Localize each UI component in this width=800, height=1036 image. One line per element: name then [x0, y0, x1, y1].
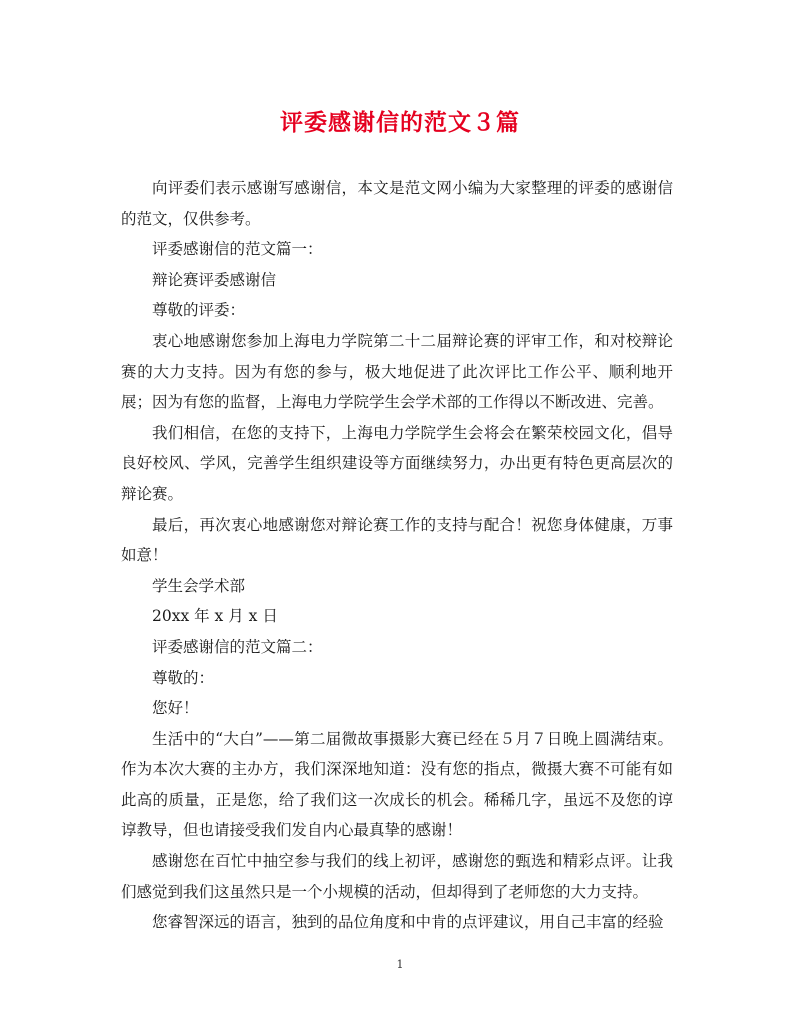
document-title: 评委感谢信的范文３篇 — [280, 109, 520, 136]
salutation-1: 尊敬的评委： — [152, 301, 246, 320]
section-heading-1: 评委感谢信的范文篇一： — [152, 240, 323, 259]
paragraph: 生活中的“大白”——第二届微故事摄影大赛已经在５月７日晚上圆满结束。作为本次大赛的主办方，我们深深地知道：没有您的指点，微摄大赛不可能有如此高的质量，正是您，给了我们这一次成长的机会。稀稀几字，虽远不及您的谆谆教导，但也请接受我们发自内心最真挚的感谢！ — [121, 729, 673, 840]
greeting: 您好！ — [152, 699, 199, 718]
section-heading-2: 评委感谢信的范文篇二： — [152, 637, 323, 656]
document-body — [121, 173, 673, 938]
paragraph-intro: 向评委们表示感谢写感谢信，本文是范文网小编为大家整理的评委的感谢信的范文，仅供参考。 — [121, 179, 673, 228]
date-line: 20xx 年 x 月 x 日 — [152, 607, 278, 626]
paragraph: 您睿智深远的语言，独到的品位角度和中肯的点评建议，用自己丰富的经验 — [152, 913, 664, 932]
paragraph: 我们相信，在您的支持下，上海电力学院学生会将会在繁荣校园文化，倡导良好校风、学风，完善学生组织建设等方面继续努力，办出更有特色更高层次的辩论赛。 — [121, 423, 673, 503]
paragraph: 感谢您在百忙中抽空参与我们的线上初评，感谢您的甄选和精彩点评。让我们感觉到我们这虽然只是一个小规模的活动，但却得到了老师您的大力支持。 — [121, 852, 673, 901]
salutation-2: 尊敬的： — [152, 668, 215, 687]
paragraph: 衷心地感谢您参加上海电力学院第二十二届辩论赛的评审工作，和对校辩论赛的大力支持。因为有您的参与，极大地促进了此次评比工作公平、顺利地开展；因为有您的监督，上海电力学院学生会学术部的工作得以不断改进、完善。 — [121, 331, 673, 412]
paragraph: 最后，再次衷心地感谢您对辩论赛工作的支持与配合！祝您身体健康，万事如意！ — [121, 515, 673, 565]
letter-title-1: 辩论赛评委感谢信 — [152, 270, 277, 289]
page-number: 1 — [396, 958, 404, 971]
signature: 学生会学术部 — [152, 576, 246, 595]
